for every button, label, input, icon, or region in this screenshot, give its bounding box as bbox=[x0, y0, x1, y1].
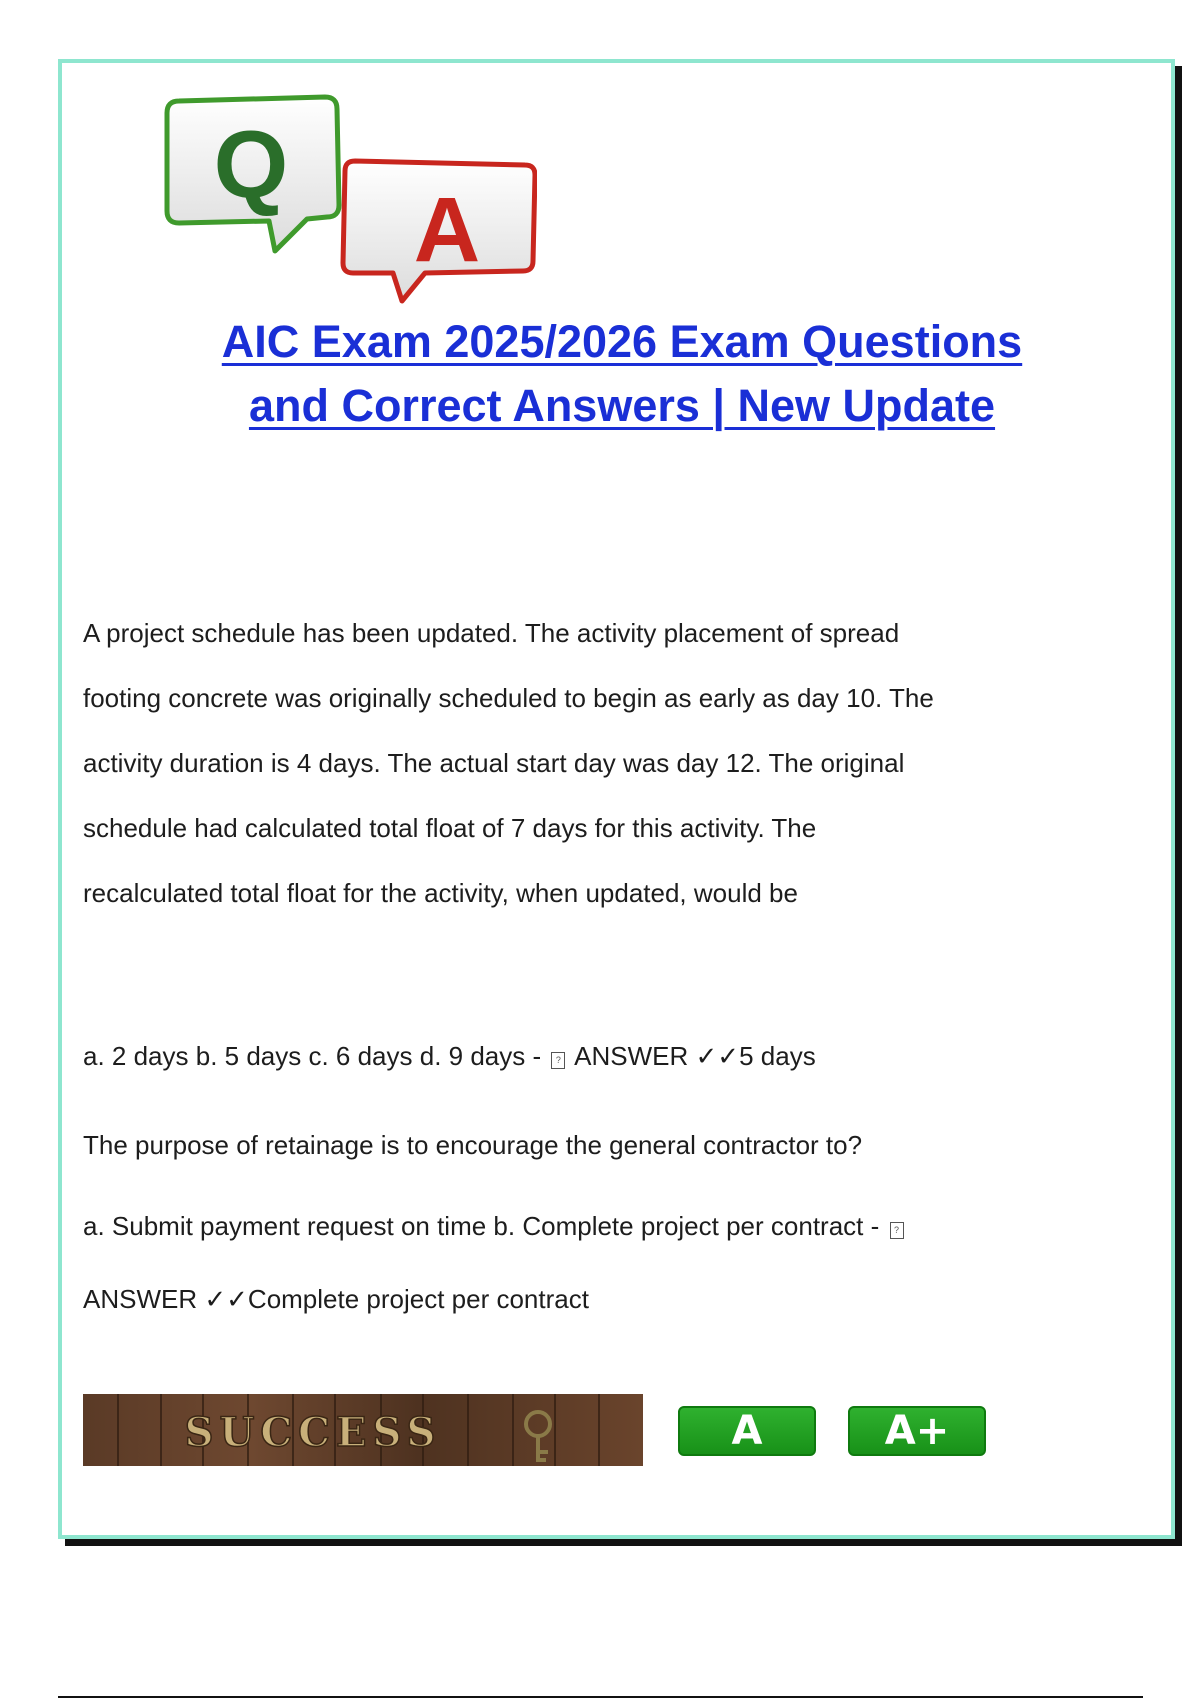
q-bubble bbox=[167, 97, 339, 251]
document-title bbox=[122, 310, 1122, 438]
question-2-options-text: a. Submit payment request on time b. Complete project per contract - bbox=[83, 1211, 880, 1241]
question-1-options-answer bbox=[83, 1039, 1063, 1073]
success-wood-banner bbox=[83, 1394, 643, 1466]
missing-glyph-box-icon: ? bbox=[551, 1052, 565, 1069]
success-banner-text: SUCCESS bbox=[184, 1409, 442, 1456]
question-2-text: The purpose of retainage is to encourage the general contractor to? bbox=[83, 1130, 863, 1160]
grade-a-badge: A bbox=[678, 1406, 816, 1456]
a-letter: A bbox=[413, 179, 481, 281]
question-2-options bbox=[83, 1209, 1063, 1243]
question-2-answer: ANSWER ✓✓Complete project per contract bbox=[83, 1284, 589, 1314]
question-1-line: footing concrete was originally scheduled to begin as early as day 10. The bbox=[83, 683, 934, 713]
question-1-text bbox=[83, 601, 1063, 926]
bottom-divider bbox=[58, 1696, 1143, 1698]
question-1-line: activity duration is 4 days. The actual start day was day 12. The original bbox=[83, 748, 905, 778]
title-line-2: and Correct Answers | New Update bbox=[248, 380, 996, 431]
q-letter: Q bbox=[213, 111, 289, 218]
question-1-line: schedule had calculated total float of 7 days for this activity. The bbox=[83, 813, 817, 843]
missing-glyph-box-icon: ? bbox=[890, 1222, 904, 1239]
grade-a-plus-badge: A+ bbox=[848, 1406, 986, 1456]
question-1-answer: ANSWER ✓✓5 days bbox=[574, 1041, 816, 1071]
question-1-line: recalculated total float for the activity, when updated, would be bbox=[83, 878, 798, 908]
question-1-options: a. 2 days b. 5 days c. 6 days d. 9 days - bbox=[83, 1041, 542, 1071]
title-line-1: AIC Exam 2025/2026 Exam Questions bbox=[221, 316, 1023, 367]
qa-speech-bubble-logo bbox=[157, 93, 537, 313]
question-1-line: A project schedule has been updated. The activity placement of spread bbox=[83, 618, 900, 648]
a-bubble bbox=[343, 161, 535, 301]
